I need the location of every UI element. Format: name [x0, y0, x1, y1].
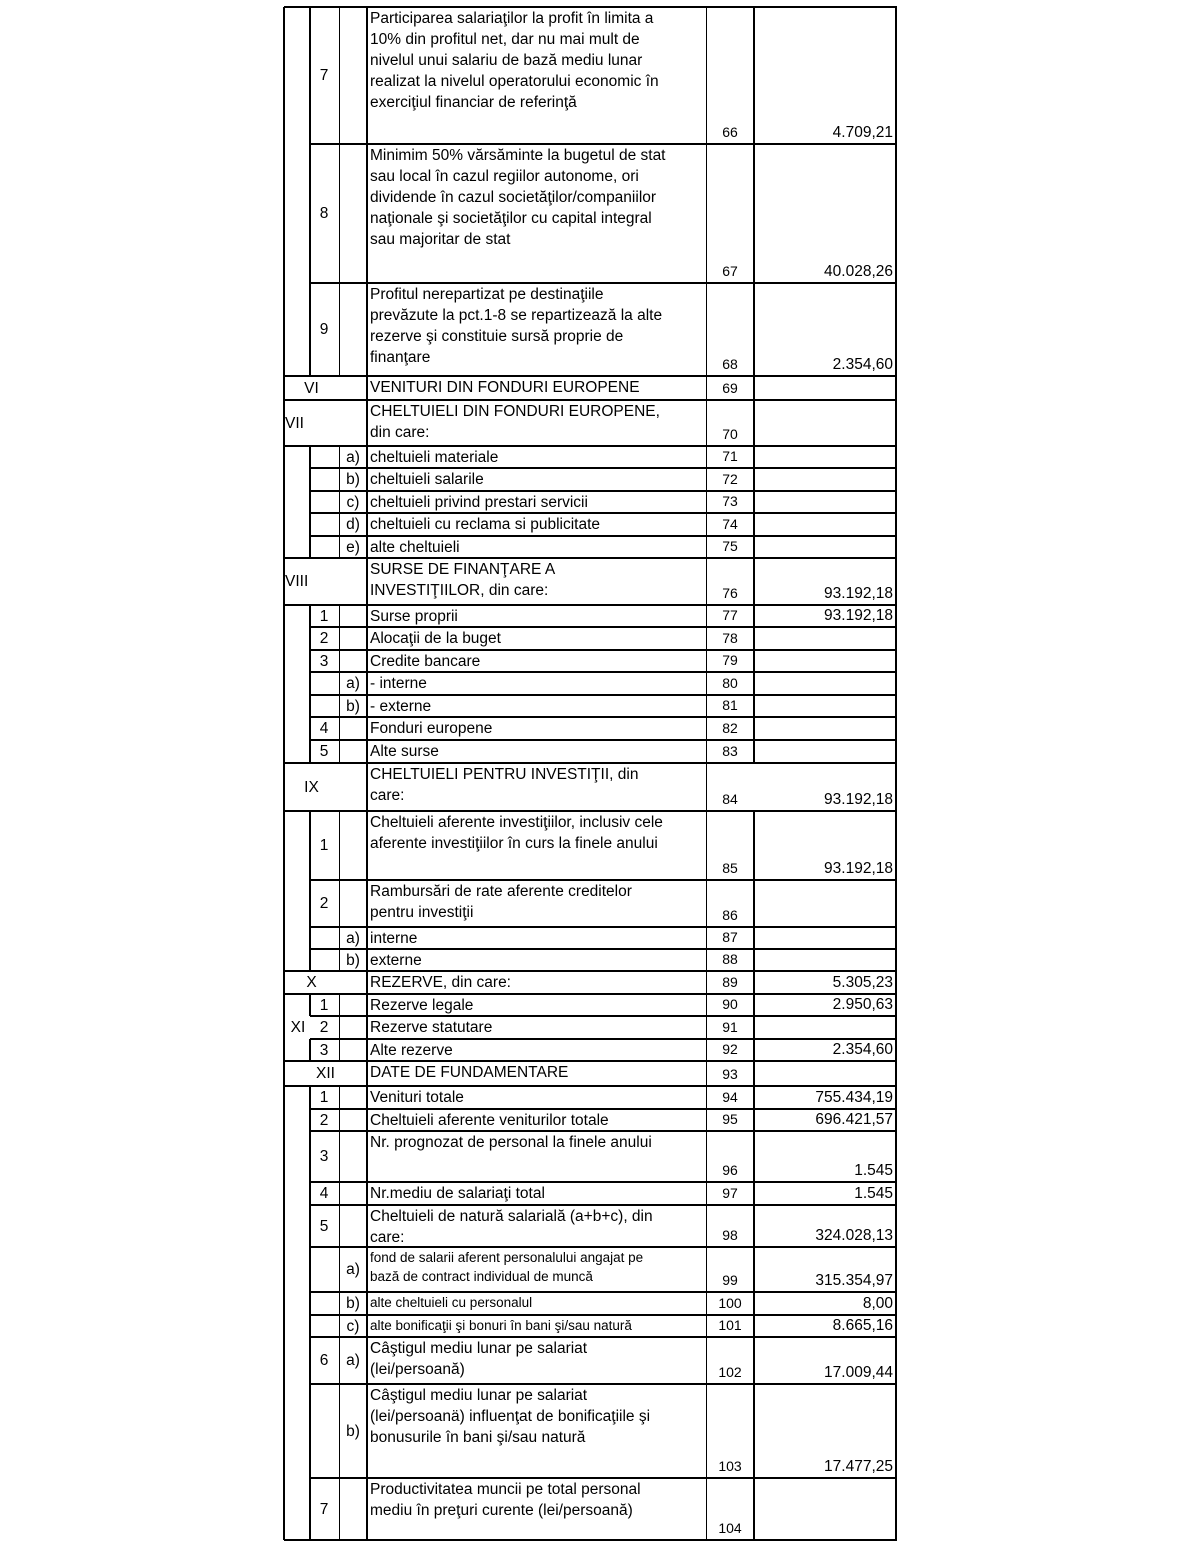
row-code: 94	[722, 1089, 738, 1105]
row-description: cheltuieli salarile	[370, 471, 484, 488]
grid-line-vertical	[339, 144, 340, 283]
row-description: Rambursări de rate aferente creditelor pentru investiţii	[370, 883, 632, 921]
grid-line-vertical	[339, 1086, 340, 1109]
row-number: 2	[319, 1019, 329, 1036]
row-code: 73	[722, 493, 738, 509]
row-value: 755.434,19	[815, 1089, 893, 1106]
row-description: Alocaţii de la buget	[370, 630, 501, 647]
row-description: SURSE DE FINANŢARE A INVESTIŢIILOR, din care:	[370, 561, 556, 599]
row-description: Productivitatea muncii pe total personal mediu în preţuri curente (lei/persoană)	[370, 1481, 641, 1519]
row-number: 1	[319, 1089, 329, 1106]
row-roman-numeral: XI	[290, 1019, 306, 1036]
row-description: Alte surse	[370, 743, 439, 760]
row-value: 324.028,13	[815, 1227, 893, 1244]
row-number: 5	[319, 743, 329, 760]
grid-line-vertical	[309, 468, 311, 491]
grid-line-vertical	[339, 627, 340, 650]
row-code: 67	[722, 263, 738, 279]
row-value: 8,00	[862, 1295, 893, 1312]
row-letter: a)	[346, 1352, 360, 1369]
row-number: 3	[319, 1041, 329, 1059]
row-description: Cheltuieli de natură salarială (a+b+c), din care:	[370, 1208, 653, 1246]
row-roman-numeral: VII	[285, 414, 304, 432]
row-code: 102	[718, 1364, 742, 1380]
row-code: 74	[722, 516, 738, 532]
row-letter: d)	[346, 516, 360, 533]
row-letter: b)	[346, 697, 360, 715]
row-description: CHELTUIELI PENTRU INVESTIŢII, din care:	[370, 766, 639, 804]
row-description: VENITURI DIN FONDURI EUROPENE	[370, 379, 640, 396]
row-description: Rezerve statutare	[370, 1019, 493, 1036]
row-code: 97	[722, 1185, 738, 1201]
grid-line-horizontal	[284, 1539, 897, 1541]
grid-line-vertical	[309, 513, 311, 536]
row-description: Câştigul mediu lunar pe salariat (lei/persoană)	[370, 1340, 588, 1378]
row-number: 8	[319, 205, 329, 222]
grid-line-vertical	[309, 491, 311, 513]
row-number: 2	[319, 895, 329, 912]
row-code: 98	[722, 1227, 738, 1243]
row-description: alte cheltuieli	[370, 539, 460, 556]
row-code: 69	[722, 380, 738, 396]
row-number: 3	[319, 652, 329, 670]
row-code: 96	[722, 1162, 738, 1178]
row-code: 103	[718, 1458, 742, 1474]
row-code: 77	[722, 607, 738, 623]
row-code: 88	[722, 951, 738, 967]
row-number: 6	[319, 1352, 329, 1369]
row-code: 104	[718, 1520, 742, 1536]
row-number: 1	[319, 837, 329, 854]
row-value: 2.354,60	[832, 356, 893, 373]
row-code: 90	[722, 996, 738, 1012]
grid-line-vertical	[339, 1109, 340, 1131]
grid-line-vertical	[309, 1315, 311, 1337]
row-description: Cheltuieli aferente veniturilor totale	[370, 1112, 609, 1129]
grid-line-vertical	[309, 1292, 311, 1315]
row-value: 315.354,97	[815, 1272, 893, 1289]
grid-line-vertical	[309, 949, 311, 971]
grid-line-vertical	[339, 283, 340, 376]
grid-line-vertical	[339, 1039, 340, 1061]
row-code: 71	[722, 448, 738, 464]
row-code: 99	[722, 1272, 738, 1288]
row-number: 7	[319, 67, 329, 84]
row-letter: c)	[346, 493, 360, 511]
row-value: 93.192,18	[824, 791, 893, 808]
row-code: 83	[722, 743, 738, 759]
row-code: 75	[722, 538, 738, 554]
grid-line-vertical	[309, 1384, 311, 1478]
row-code: 78	[722, 630, 738, 646]
row-description: - interne	[370, 675, 427, 692]
row-value: 1.545	[854, 1185, 893, 1202]
grid-line-vertical	[283, 7, 285, 1540]
row-letter: a)	[346, 675, 360, 692]
row-description: DATE DE FUNDAMENTARE	[370, 1064, 569, 1081]
grid-line-vertical	[339, 605, 340, 627]
row-letter: a)	[346, 448, 360, 466]
row-code: 66	[722, 124, 738, 140]
row-value: 5.305,23	[832, 974, 893, 991]
row-letter: c)	[346, 1317, 360, 1335]
row-code: 89	[722, 974, 738, 990]
row-code: 84	[722, 791, 738, 807]
row-code: 87	[722, 929, 738, 945]
row-code: 100	[718, 1295, 742, 1311]
row-letter: e)	[346, 538, 360, 556]
row-description: Alte rezerve	[370, 1042, 453, 1059]
row-value: 696.421,57	[815, 1111, 893, 1128]
row-description: REZERVE, din care:	[370, 974, 511, 991]
row-value: 93.192,18	[824, 607, 893, 624]
row-roman-numeral: XII	[316, 1065, 335, 1082]
grid-line-vertical	[309, 695, 311, 717]
row-value: 1.545	[854, 1162, 893, 1179]
grid-line-vertical	[339, 811, 340, 880]
row-value: 93.192,18	[824, 860, 893, 877]
row-value: 17.477,25	[824, 1458, 893, 1475]
row-number: 4	[319, 720, 329, 737]
row-value: 93.192,18	[824, 585, 893, 602]
row-number: 2	[319, 630, 329, 647]
row-description: cheltuieli privind prestari servicii	[370, 494, 588, 511]
row-number: 4	[319, 1185, 329, 1202]
row-description: - externe	[370, 698, 432, 715]
row-value: 4.709,21	[832, 124, 893, 141]
grid-line-vertical	[339, 717, 340, 740]
row-description: Profitul nerepartizat pe destinaţiile prevăzute la pct.1-8 se repartizează la alte rezerve şi constituie sursă proprie de finanţare	[370, 286, 663, 366]
row-description: Fonduri europene	[370, 720, 493, 737]
row-letter: b)	[346, 1422, 360, 1440]
row-roman-numeral: VI	[304, 379, 319, 397]
row-code: 70	[722, 426, 738, 442]
grid-line-vertical	[339, 1478, 340, 1540]
row-number: 1	[319, 996, 329, 1014]
row-code: 68	[722, 356, 738, 372]
grid-line-vertical	[339, 7, 340, 144]
row-value: 8.665,16	[832, 1317, 893, 1334]
row-description: Minimim 50% vărsăminte la bugetul de stat sau local în cazul regiilor autonome, ori dividende în cazul societăţilor/companiilor naţionale şi societăţilor cu capital integral sau majoritar de stat	[370, 147, 666, 248]
row-letter: b)	[346, 471, 360, 488]
row-code: 86	[722, 907, 738, 923]
row-number: 7	[319, 1500, 329, 1518]
grid-line-vertical	[339, 1131, 340, 1182]
grid-line-vertical	[309, 927, 311, 949]
row-description: Surse proprii	[370, 608, 458, 625]
row-value: 2.950,63	[832, 996, 893, 1013]
row-roman-numeral: X	[306, 974, 317, 991]
grid-line-vertical	[309, 536, 311, 558]
row-code: 79	[722, 652, 738, 668]
row-description: Participarea salariaţilor la profit în limita a 10% din profitul net, dar nu mai mult de nivelul unui salariu de bază mediu lunar realizat la nivelul operatorului economic în exerciţiul financiar de referinţă	[370, 10, 659, 111]
grid-line-vertical	[339, 1016, 340, 1039]
row-number: 1	[319, 607, 329, 625]
row-letter: a)	[346, 929, 360, 947]
row-code: 76	[722, 585, 738, 601]
grid-line-vertical	[339, 880, 340, 927]
row-description: Nr. prognozat de personal la finele anului	[370, 1134, 652, 1151]
grid-line-vertical	[339, 740, 340, 763]
row-description: Nr.mediu de salariaţi total	[370, 1185, 545, 1202]
row-description: Rezerve legale	[370, 997, 474, 1014]
grid-line-vertical	[339, 1205, 340, 1247]
row-code: 101	[718, 1317, 742, 1333]
row-letter: b)	[346, 1295, 360, 1312]
row-code: 81	[722, 697, 738, 713]
row-description: Credite bancare	[370, 653, 481, 670]
grid-line-vertical	[339, 994, 340, 1016]
row-code: 72	[722, 471, 738, 487]
grid-line-vertical	[309, 1247, 311, 1292]
row-code: 82	[722, 720, 738, 736]
row-code: 80	[722, 675, 738, 691]
grid-line-vertical	[309, 446, 311, 468]
row-description: fond de salarii aferent personalului angajat pe bază de contract individual de muncă	[370, 1250, 644, 1284]
row-description: cheltuieli materiale	[370, 449, 499, 466]
row-number: 3	[319, 1148, 329, 1165]
grid-line-vertical	[339, 1182, 340, 1205]
row-description: CHELTUIELI DIN FONDURI EUROPENE, din care:	[370, 403, 660, 441]
row-value: 2.354,60	[832, 1041, 893, 1058]
row-letter: b)	[346, 951, 360, 969]
row-roman-numeral: IX	[304, 778, 319, 796]
row-description: alte bonificaţii şi bonuri în bani şi/sau natură	[370, 1318, 632, 1333]
grid-line-vertical	[895, 7, 897, 1540]
row-code: 91	[722, 1019, 738, 1035]
grid-line-vertical	[339, 650, 340, 672]
row-description: Câştigul mediu lunar pe salariat (lei/persoanä) influenţat de bonificaţiile şi bonusurile în bani şi/sau natură	[370, 1387, 651, 1446]
row-description: interne	[370, 930, 418, 947]
row-description: Cheltuieli aferente investiţiilor, inclusiv cele aferente investiţiilor în curs la finele anului	[370, 814, 663, 852]
row-number: 2	[319, 1111, 329, 1129]
row-number: 9	[319, 321, 329, 338]
row-description: alte cheltuieli cu personalul	[370, 1295, 533, 1310]
row-description: externe	[370, 952, 422, 969]
row-code: 93	[722, 1066, 738, 1082]
row-code: 92	[722, 1041, 738, 1057]
row-code: 85	[722, 860, 738, 876]
row-description: Venituri totale	[370, 1089, 464, 1106]
row-number: 5	[319, 1217, 329, 1235]
row-letter: a)	[346, 1261, 360, 1278]
row-value: 40.028,26	[824, 263, 893, 280]
row-code: 95	[722, 1111, 738, 1127]
row-value: 17.009,44	[824, 1364, 893, 1381]
row-roman-numeral: VIII	[285, 573, 309, 590]
grid-line-vertical	[309, 672, 311, 695]
row-description: cheltuieli cu reclama si publicitate	[370, 516, 601, 533]
